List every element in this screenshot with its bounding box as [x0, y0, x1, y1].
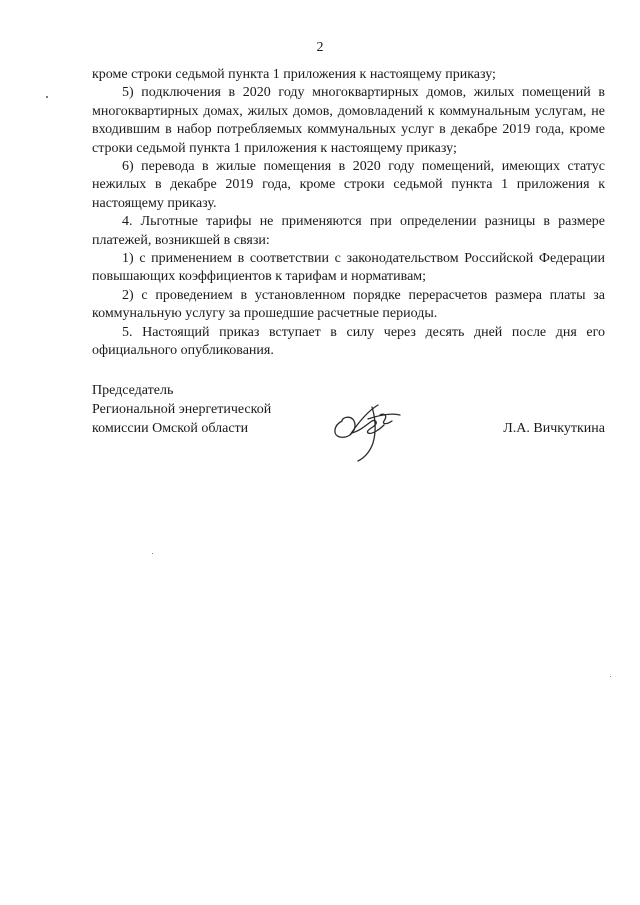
paragraph-section-4-item-2: 2) с проведением в установленном порядке перерасчетов размера платы за коммунальную услугу за прошедшие расчетные периоды.	[92, 287, 605, 322]
paragraph-continuation: кроме строки седьмой пункта 1 приложения к настоящему приказу;	[92, 67, 496, 82]
signer-title-line-3: комиссии Омской области	[92, 421, 249, 436]
signer-name: Л.А. Вичкуткина	[503, 421, 605, 436]
paragraph-section-5: 5. Настоящий приказ вступает в силу через десять дней после дня его официального опубликования.	[92, 324, 605, 359]
paragraph-section-4: 4. Льготные тарифы не применяются при определении разницы в размере платежей, возникшей в связи:	[92, 214, 605, 248]
paragraph-section-4-item-1: 1) с применением в соответствии с законодательством Российской Федерации повышающих коэффициентов к тарифам и нормативам;	[92, 251, 605, 285]
scan-speck	[152, 553, 153, 554]
handwritten-signature	[328, 395, 408, 463]
signer-title-line-2: Региональной энергетической	[92, 402, 272, 417]
scan-speck	[46, 96, 48, 98]
paragraph-item-5: 5) подключения в 2020 году многоквартирных домов, жилых помещений в многоквартирных домах, жилых домов, домовладений к коммунальным услугам, не входившим в набор потребляемых коммунальных услуг в декабре 2019 года, кроме строки седьмой пункта 1 приложения к настоящему приказу;	[92, 85, 605, 156]
scan-speck	[610, 676, 611, 677]
paragraph-item-6: 6) перевода в жилые помещения в 2020 году помещений, имеющих статус нежилых в декабре 2019 года, кроме строки седьмой пункта 1 приложения к настоящему приказу.	[92, 159, 605, 211]
page-number: 2	[316, 40, 324, 55]
document-body	[92, 66, 605, 361]
signer-title-line-1: Председатель	[92, 383, 174, 398]
